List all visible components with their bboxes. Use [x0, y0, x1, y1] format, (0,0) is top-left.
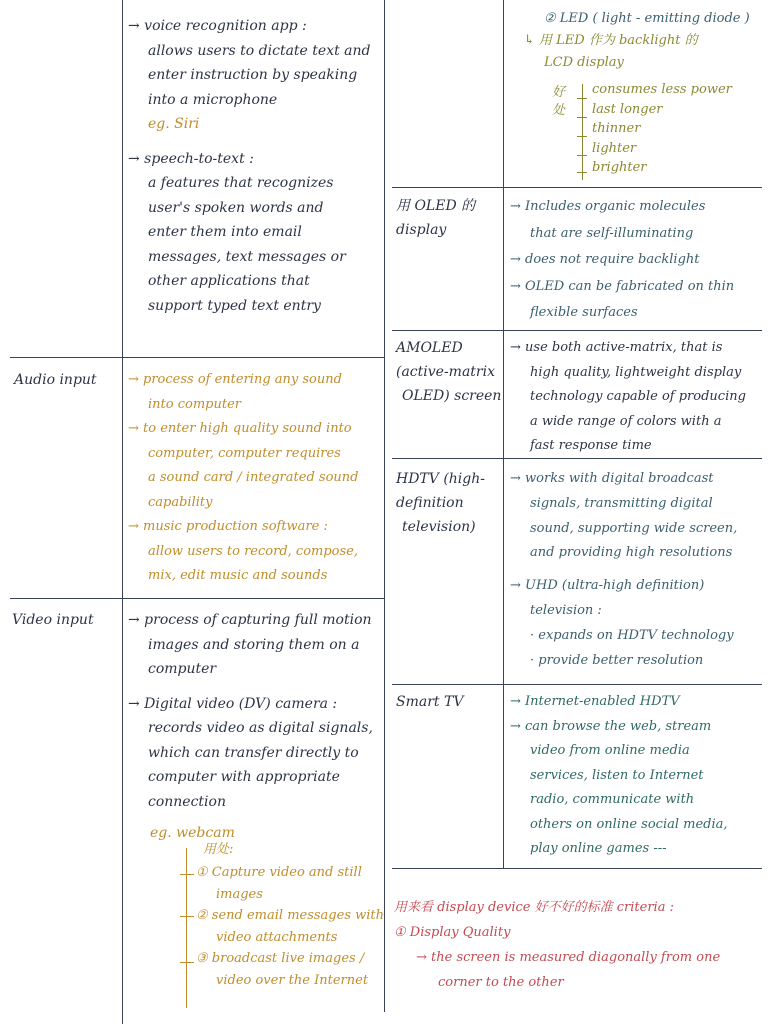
- left-column-divider: [122, 0, 123, 1024]
- rule-audio-top: [10, 357, 384, 358]
- led-benefit-tick: [577, 117, 587, 118]
- audio-input-term: [14, 368, 97, 392]
- oled-line: that are self-illuminating: [530, 225, 694, 241]
- smart-tv-line: video from online media: [530, 743, 690, 758]
- voice-example: eg. Siri: [148, 116, 200, 132]
- speech-line: enter them into email: [148, 224, 302, 240]
- dv-line: computer with appropriate: [148, 769, 340, 785]
- voice-line: allows users to dictate text and: [148, 42, 371, 59]
- hdtv-notes: [510, 467, 762, 673]
- rule-table-bottom: [392, 868, 762, 869]
- audio-line: allow users to record, compose,: [148, 543, 358, 559]
- webcam-use-item: images: [216, 886, 263, 902]
- audio-input-notes: [128, 368, 380, 589]
- led-benefit-text: 好处: [552, 85, 566, 118]
- webcam-uses-list: [196, 862, 384, 991]
- voice-recognition-heading: → voice recognition app :: [128, 18, 307, 34]
- center-divider: [384, 0, 385, 1012]
- video-line: images and storing them on a: [148, 636, 360, 653]
- audio-line: a sound card / integrated sound: [148, 470, 359, 485]
- hdtv-term-line: definition: [396, 495, 464, 511]
- amoled-term-line: OLED) screen: [402, 388, 502, 404]
- dv-line: connection: [148, 793, 226, 810]
- oled-term: [396, 194, 475, 242]
- webcam-uses-tick: [180, 874, 194, 875]
- hdtv-term: [396, 467, 485, 539]
- audio-input-label: Audio input: [14, 372, 97, 388]
- hdtv-line: signals, transmitting digital: [530, 495, 713, 511]
- webcam-use-item: ① Capture video and still: [196, 865, 362, 880]
- uhd-line: television :: [530, 602, 602, 618]
- led-benefit-tick: [577, 98, 587, 99]
- oled-notes: [510, 194, 762, 327]
- webcam-use-item: video over the Internet: [216, 972, 369, 988]
- right-column-divider: [503, 0, 504, 868]
- video-input-term: [12, 608, 94, 632]
- led-benefit-item: last longer: [592, 101, 663, 117]
- rule-oled-top: [392, 187, 762, 188]
- amoled-line: a wide range of colors with a: [530, 413, 722, 429]
- led-benefit-tick: [577, 155, 587, 156]
- hdtv-term-line: television): [402, 519, 476, 535]
- oled-line: → does not require backlight: [510, 252, 700, 267]
- speech-to-text-heading: → speech-to-text :: [128, 150, 254, 167]
- uhd-bullet: · expands on HDTV technology: [530, 627, 734, 643]
- webcam-uses-tick: [180, 962, 194, 963]
- amoled-line: → use both active-matrix, that is: [510, 340, 723, 355]
- video-input-notes: [128, 608, 380, 814]
- smart-tv-line: services, listen to Internet: [530, 767, 704, 783]
- oled-line: → Includes organic molecules: [510, 199, 706, 214]
- amoled-term-line: (active-matrix: [396, 364, 495, 380]
- webcam-uses-tick: [180, 916, 194, 917]
- led-benefit-item: consumes less power: [592, 82, 732, 97]
- speech-line: other applications that: [148, 273, 310, 289]
- amoled-line: high quality, lightweight display: [530, 364, 742, 380]
- speech-line: messages, text messages or: [148, 248, 346, 265]
- voice-speech-notes: [128, 14, 380, 318]
- led-benefit-item: lighter: [592, 140, 637, 156]
- amoled-term-line: AMOLED: [396, 340, 463, 356]
- led-benefit-item: thinner: [592, 121, 641, 136]
- audio-line: → process of entering any sound: [128, 372, 342, 387]
- smart-tv-notes: [510, 690, 762, 862]
- oled-line: flexible surfaces: [530, 305, 638, 320]
- webcam-benefit-label: [203, 840, 233, 860]
- voice-line: enter instruction by speaking: [148, 67, 358, 83]
- led-benefit-tick: [577, 172, 587, 173]
- dv-camera-heading: → Digital video (DV) camera :: [128, 695, 338, 712]
- oled-term-line: display: [396, 222, 447, 238]
- amoled-line: fast response time: [530, 438, 652, 453]
- smart-tv-term: [396, 690, 463, 714]
- amoled-line: technology capable of producing: [530, 389, 746, 404]
- amoled-notes: [510, 336, 762, 459]
- uhd-bullet: · provide better resolution: [530, 652, 704, 668]
- hdtv-term-line: HDTV (high-: [396, 471, 485, 487]
- rule-amoled-top: [392, 330, 762, 331]
- audio-line: capability: [148, 494, 213, 510]
- dv-line: which can transfer directly to: [148, 744, 359, 761]
- rule-video-top: [10, 598, 384, 599]
- audio-line: into computer: [148, 396, 241, 412]
- speech-line: a features that recognizes: [148, 175, 334, 191]
- dv-line: records video as digital signals,: [148, 720, 373, 736]
- oled-line: → OLED can be fabricated on thin: [510, 278, 735, 294]
- speech-line: support typed text entry: [148, 297, 321, 314]
- amoled-term: [396, 336, 501, 408]
- webcam-benefit-text: 用处:: [203, 842, 234, 857]
- voice-line: into a microphone: [148, 91, 278, 108]
- audio-line: computer, computer requires: [148, 445, 341, 461]
- rule-smarttv-top: [392, 684, 762, 685]
- criteria-heading: 用来看 display device 好不好的标准 criteria :: [394, 900, 674, 915]
- oled-term-line: 用 OLED 的: [396, 198, 476, 214]
- video-line: → process of capturing full motion: [128, 612, 372, 628]
- display-criteria-notes: [394, 895, 764, 995]
- hdtv-line: → works with digital broadcast: [510, 471, 714, 486]
- uhd-heading: → UHD (ultra-high definition): [510, 578, 705, 594]
- webcam-example-label: eg. webcam: [150, 825, 235, 841]
- webcam-use-item: video attachments: [216, 929, 338, 945]
- criteria-desc: → the screen is measured diagonally from one: [416, 950, 721, 965]
- hdtv-line: sound, supporting wide screen,: [530, 520, 738, 536]
- smart-tv-line: others on online social media,: [530, 816, 728, 832]
- video-line: computer: [148, 661, 217, 677]
- led-benefit-item: brighter: [592, 160, 647, 175]
- led-benefit-tick: [577, 136, 587, 137]
- led-benefits-list: [592, 80, 732, 178]
- led-notes: [524, 8, 764, 74]
- criteria-desc: corner to the other: [438, 975, 564, 990]
- audio-line: → to enter high quality sound into: [128, 421, 352, 436]
- video-input-label: Video input: [12, 612, 94, 628]
- webcam-use-item: ③ broadcast live images /: [196, 951, 365, 966]
- smart-tv-line: radio, communicate with: [530, 792, 695, 807]
- smart-tv-line: play online games ---: [530, 841, 667, 856]
- criteria-item: ① Display Quality: [394, 925, 511, 940]
- led-heading: ② LED ( light - emitting diode ): [544, 11, 750, 26]
- led-backlight-line: LCD display: [544, 55, 624, 70]
- smart-tv-line: → can browse the web, stream: [510, 718, 712, 734]
- led-benefit-label: [552, 84, 568, 120]
- audio-line: → music production software :: [128, 519, 328, 534]
- speech-line: user's spoken words and: [148, 199, 324, 216]
- webcam-uses-bracket: [186, 848, 187, 1008]
- webcam-use-item: ② send email messages with: [196, 908, 385, 923]
- smart-tv-line: → Internet-enabled HDTV: [510, 694, 680, 709]
- audio-line: mix, edit music and sounds: [148, 568, 328, 583]
- led-backlight-line: ↳ 用 LED 作为 backlight 的: [524, 33, 698, 48]
- smart-tv-label: Smart TV: [396, 694, 464, 710]
- hdtv-line: and providing high resolutions: [530, 545, 733, 561]
